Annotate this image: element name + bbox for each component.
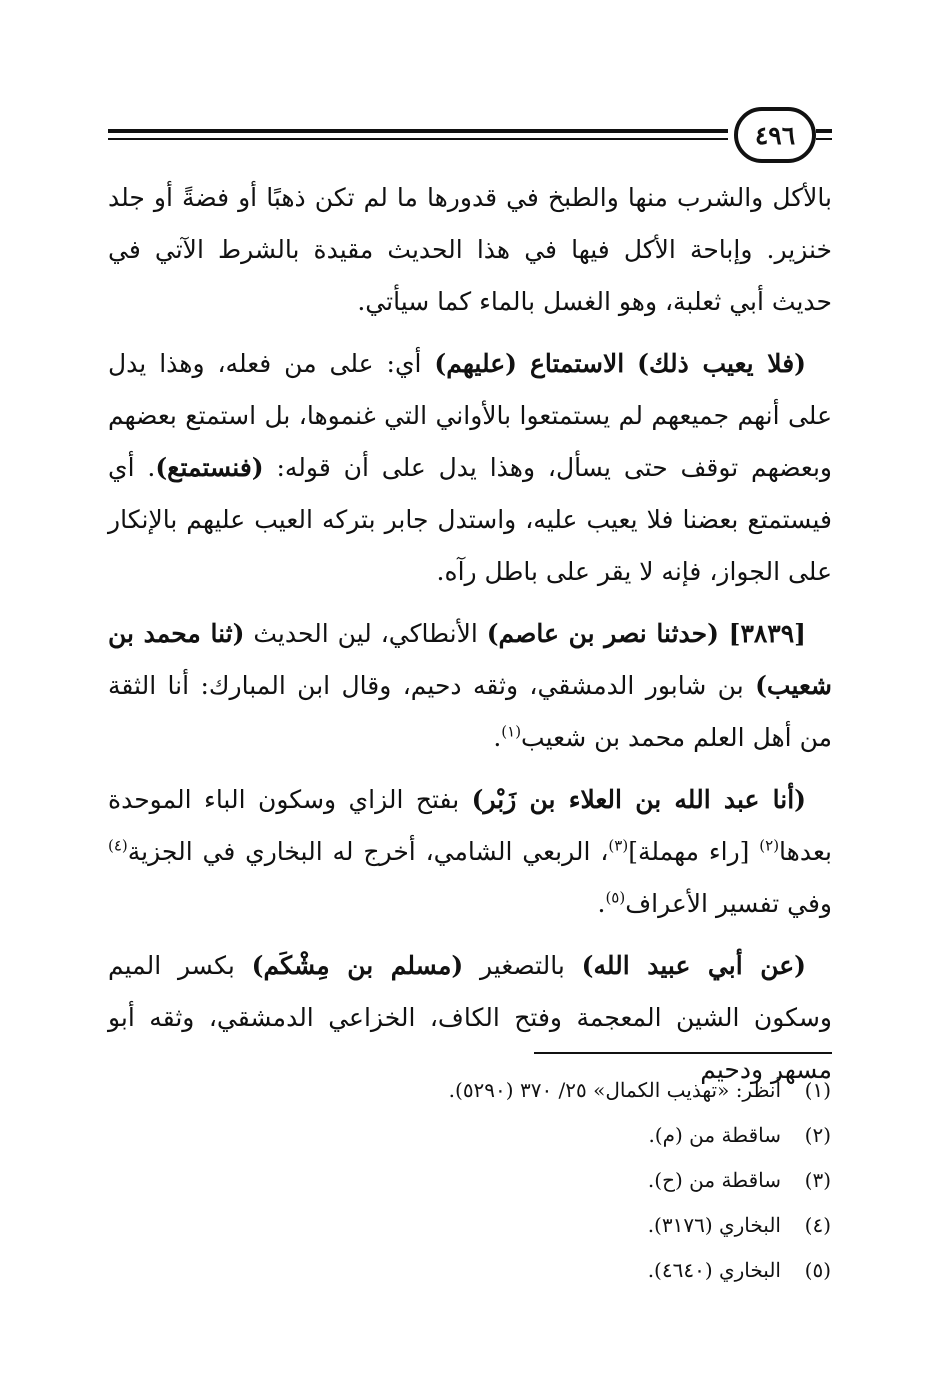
paragraph-4-text-2: [راء مهملة]	[628, 837, 760, 866]
spacer-1	[624, 349, 637, 378]
narrator-4: (عن أبي عبيد الله)	[581, 951, 806, 980]
paragraph-5-text-1: بالتصغير	[463, 951, 582, 980]
footnote-5	[391, 1248, 831, 1293]
paragraph-2-text-1: أي: على من فعله، وهذا يدل على أنهم جميعهم لم يستمتعوا بالأواني التي غنموها، بل استمتع بعضهم وبعضهم توقف حتى يسأل، وهذا يدل على أن قوله:	[108, 349, 832, 482]
footnote-text: أنظر: «تهذيب الكمال» ٢٥/ ٣٧٠ (٥٢٩٠).	[448, 1078, 781, 1102]
spacer-2	[517, 349, 530, 378]
main-text	[108, 172, 832, 1106]
page-header	[108, 105, 832, 165]
footnote-4	[391, 1203, 831, 1248]
footnote-ref-4: (٤)	[108, 836, 128, 855]
paragraph-4	[108, 774, 832, 930]
footnote-3	[391, 1158, 831, 1203]
footnote-text: البخاري (٤٦٤٠).	[647, 1258, 781, 1282]
footnote-ref-3: (٣)	[608, 836, 629, 855]
footnote-text: ساقطة من (ح).	[647, 1168, 781, 1192]
paragraph-4-text-1: بفتح الزاي وسكون الباء الموحدة بعدها	[108, 785, 832, 866]
footnote-ref-5: (٥)	[605, 888, 626, 907]
quoted-phrase-3: (عليهم)	[434, 349, 517, 378]
header-rule-right-thin	[816, 138, 832, 140]
narrator-5: (مسلم بن مِشْكَم)	[251, 951, 464, 980]
footnote-number: (٤)	[804, 1213, 831, 1237]
hadith-number-and-narrator: [٣٨٣٩] (حدثنا نصر بن عاصم)	[486, 619, 806, 648]
quoted-phrase-2: الاستمتاع	[529, 349, 625, 378]
paragraph-3-text-1: الأنطاكي، لين الحديث	[244, 619, 487, 648]
paragraph-3-text-3: .	[493, 723, 502, 752]
footnote-divider	[534, 1052, 832, 1054]
paragraph-1	[108, 172, 832, 328]
narrator-3: (أنا عبد الله بن العلاء بن زَبْر)	[471, 785, 807, 814]
header-rule-thick	[108, 129, 728, 133]
paragraph-2-text-2: . أي فيستمتع بعضنا فلا يعيب عليه، واستدل جابر بتركه العيب عليهم بالإنكار على الجواز، فإنه لا يقر على باطل رآه.	[108, 453, 832, 586]
narrator-2: (ثنا محمد بن شعيب)	[108, 619, 832, 700]
footnote-ref-2: (٢)	[759, 836, 780, 855]
footnote-text: البخاري (٣١٧٦).	[647, 1213, 781, 1237]
footnotes	[391, 1068, 831, 1293]
footnote-number: (١)	[804, 1078, 831, 1102]
page-number: ٤٩٦	[734, 107, 816, 163]
footnote-text: ساقطة من (م).	[648, 1123, 781, 1147]
paragraph-4-text-5: .	[597, 889, 606, 918]
footnote-ref-1: (١)	[501, 722, 522, 741]
paragraph-1-text: بالأكل والشرب منها والطبخ في قدورها ما لم تكن ذهبًا أو فضةً أو جلد خنزير. وإباحة الأكل فيها في هذا الحديث مقيدة بالشرط الآتي في حديث أبي ثعلبة، وهو الغسل بالماء كما سيأتي.	[108, 183, 832, 316]
paragraph-4-text-4: وفي تفسير الأعراف	[625, 889, 832, 918]
quoted-phrase-4: (فنستمتع)	[155, 453, 264, 482]
footnote-2	[391, 1113, 831, 1158]
quoted-phrase-1: (فلا يعيب ذلك)	[637, 349, 806, 378]
paragraph-5-text-2: بكسر الميم وسكون الشين المعجمة وفتح الكاف، الخزاعي الدمشقي، وثقه أبو مسهر ودحيم	[108, 951, 832, 1084]
footnote-number: (٥)	[804, 1258, 831, 1282]
footnote-1	[391, 1068, 831, 1113]
paragraph-2	[108, 338, 832, 598]
paragraph-4-text-3: ، الربعي الشامي، أخرج له البخاري في الجزية	[127, 837, 609, 866]
header-rule-right-thick	[816, 129, 832, 133]
footnote-number: (٢)	[804, 1123, 831, 1147]
paragraph-3-text-2: بن شابور الدمشقي، وثقه دحيم، وقال ابن المبارك: أنا الثقة من أهل العلم محمد بن شعيب	[108, 671, 832, 752]
paragraph-3	[108, 608, 832, 764]
header-rule-thin	[108, 138, 728, 140]
footnote-number: (٣)	[804, 1168, 831, 1192]
